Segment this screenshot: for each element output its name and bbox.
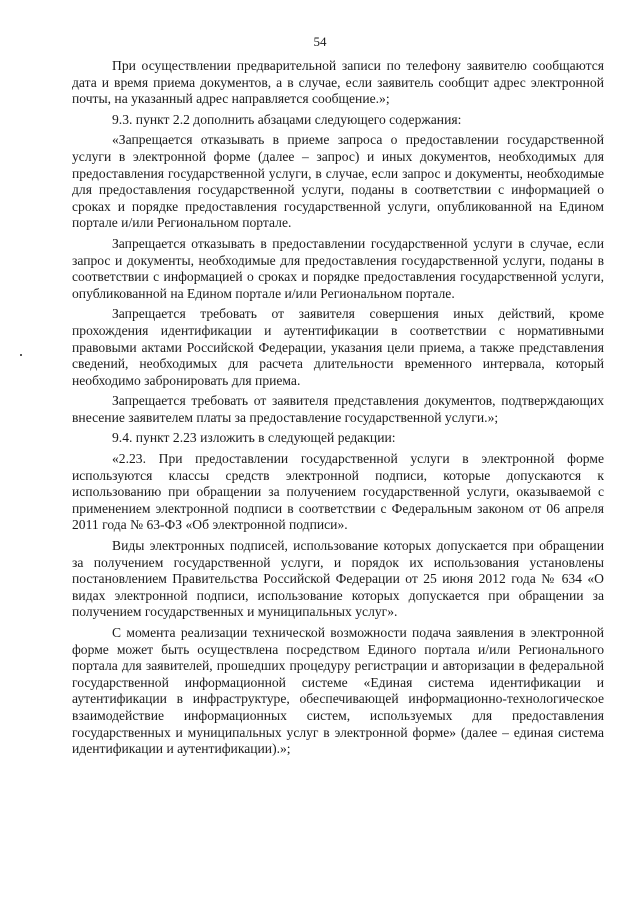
- page-number: 54: [313, 34, 327, 49]
- paragraph: С момента реализации технической возможности подача заявления в электронной форме может быть осуществлена посредством Единого портала и/или Регионального портала для заявителей, прошедших процедуру регистрации и авторизации в федеральной государственной информационной системе «Единая система идентификации и аутентификации в инфраструктуре, обеспечивающей информационно-технологическое взаимодействие информационных систем, используемых для предоставления государственных и муниципальных услуг в электронной форме» (далее – единая система идентификации и аутентификации).»;: [72, 625, 604, 757]
- paragraph: 9.3. пункт 2.2 дополнить абзацами следующего содержания:: [112, 111, 462, 127]
- paragraph: При осуществлении предварительной записи по телефону заявителю сообщаются дата и время приема документов, а в случае, если заявитель сообщит адрес электронной почты, на указанный адрес направляется сообщение.»;: [72, 58, 604, 107]
- scan-speck: [20, 354, 22, 356]
- document-body: [72, 58, 604, 758]
- paragraph: Запрещается требовать от заявителя представления документов, подтверждающих внесение заявителем платы за предоставление государственной услуги.»;: [72, 393, 604, 425]
- paragraph: «2.23. При предоставлении государственной услуги в электронной форме используются классы средств электронной подписи, которые допускаются к использованию при обращении за получением государственной услуги, оказываемой с применением электронной подписи в соответствии с Федеральным законом от 06 апреля 2011 года № 63-ФЗ «Об электронной подписи».: [72, 451, 604, 533]
- paragraph: «Запрещается отказывать в приеме запроса о предоставлении государственной услуги в электронной форме (далее – запрос) и иных документов, необходимых для предоставления государственной услуги, в случае, если запрос и документы, необходимые для предоставления государственной услуги, поданы в соответствии с информацией о сроках и порядке предоставления государственной услуги, опубликованной на Едином портале и/или Региональном портале.: [72, 132, 604, 231]
- paragraph: Запрещается требовать от заявителя совершения иных действий, кроме прохождения идентификации и аутентификации в соответствии с нормативными правовыми актами Российской Федерации, указания цели приема, а также представления сведений, необходимых для расчета длительности временного интервала, который необходимо забронировать для приема.: [72, 306, 604, 388]
- paragraph: Виды электронных подписей, использование которых допускается при обращении за получением государственной услуги, и порядок их использования установлены постановлением Правительства Российской Федерации от 25 июня 2012 года № 634 «О видах электронной подписи, использование которых допускается при обращении за получением государственных и муниципальных услуг».: [72, 538, 604, 620]
- paragraph: Запрещается отказывать в предоставлении государственной услуги в случае, если запрос и документы, необходимые для предоставления государственной услуги, поданы в соответствии с информацией о сроках и порядке предоставления государственной услуги, опубликованной на Едином портале и/или Региональном портале.: [72, 235, 604, 301]
- paragraph: 9.4. пункт 2.23 изложить в следующей редакции:: [112, 430, 396, 446]
